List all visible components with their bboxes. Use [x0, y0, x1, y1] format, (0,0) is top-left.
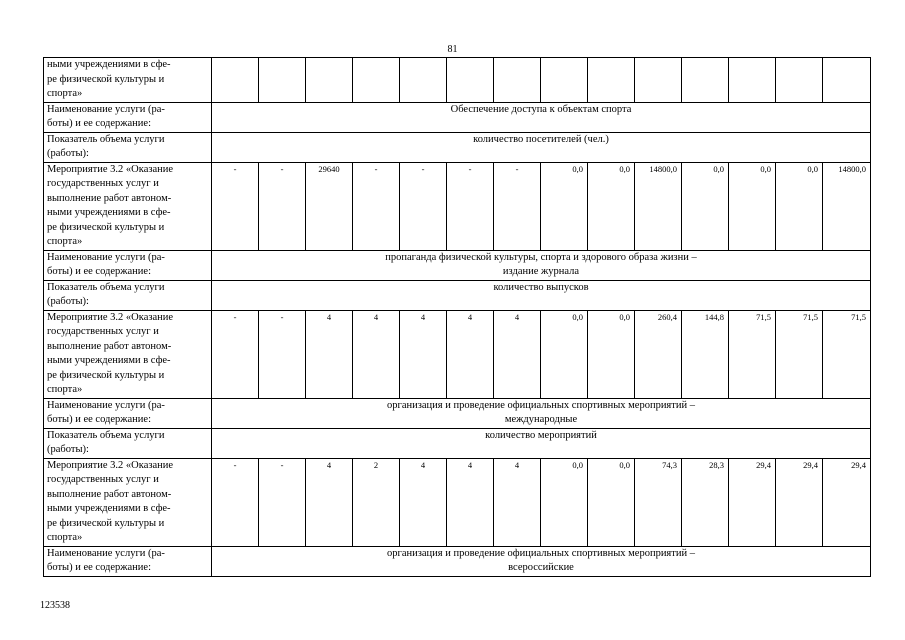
value-cell	[776, 58, 823, 103]
value-cell: 4	[447, 310, 494, 398]
value-cell: 71,5	[729, 310, 776, 398]
value-cell: 71,5	[823, 310, 871, 398]
row-label-line: выполнение работ автоном-	[47, 192, 172, 204]
row-label	[44, 102, 212, 132]
value-cell: 29640	[306, 162, 353, 250]
row-label-line: ре физической культуры и	[47, 221, 165, 233]
row-label	[44, 546, 212, 576]
value-cell: -	[259, 310, 306, 398]
row-label	[44, 428, 212, 458]
value-cell	[306, 58, 353, 103]
row-label	[44, 398, 212, 428]
service-description	[212, 250, 871, 280]
activity-row	[44, 58, 871, 103]
service-description	[212, 546, 871, 576]
value-cell: 0,0	[776, 162, 823, 250]
service-description	[212, 428, 871, 458]
service-description	[212, 102, 871, 132]
value-cell: 0,0	[588, 162, 635, 250]
row-label-line: государственных услуг и	[47, 474, 159, 485]
value-cell: 0,0	[729, 162, 776, 250]
value-cell: -	[259, 162, 306, 250]
service-description-line: количество мероприятий	[485, 429, 597, 441]
row-label-line: Наименование услуги (ра-	[47, 399, 165, 411]
row-label-line: (работы):	[47, 444, 89, 455]
value-cell	[400, 58, 447, 103]
value-cell: 14800,0	[635, 162, 682, 250]
row-label-line: Наименование услуги (ра-	[47, 103, 165, 115]
value-cell	[635, 58, 682, 103]
row-label-line: боты) и ее содержание:	[47, 118, 152, 129]
value-cell: 4	[306, 458, 353, 546]
value-cell	[212, 58, 259, 103]
value-cell: 29,4	[776, 458, 823, 546]
table-body	[44, 58, 871, 577]
value-cell: 2	[353, 458, 400, 546]
value-cell: 144,8	[682, 310, 729, 398]
row-label-line: Показатель объема услуги	[47, 281, 165, 293]
service-row	[44, 280, 871, 310]
value-cell: -	[259, 458, 306, 546]
service-description	[212, 280, 871, 310]
value-cell: 0,0	[588, 458, 635, 546]
service-description-line: организация и проведение официальных спортивных мероприятий –	[387, 399, 695, 411]
service-row	[44, 250, 871, 280]
row-label	[44, 162, 212, 250]
activity-row	[44, 310, 871, 398]
row-label-line: Мероприятие 3.2 «Оказание	[47, 311, 174, 323]
row-label-line: ными учреждениями в сфе-	[47, 59, 171, 70]
service-description-line: количество выпусков	[493, 281, 589, 293]
service-description-line: всероссийские	[508, 562, 574, 573]
value-cell	[353, 58, 400, 103]
service-description	[212, 132, 871, 162]
activity-row	[44, 458, 871, 546]
row-label-line: ными учреждениями в сфе-	[47, 207, 171, 218]
row-label-line: спорта»	[47, 384, 83, 395]
row-label-line: спорта»	[47, 88, 83, 99]
row-label	[44, 280, 212, 310]
value-cell: -	[494, 162, 541, 250]
value-cell: -	[400, 162, 447, 250]
row-label-line: ными учреждениями в сфе-	[47, 503, 171, 514]
service-row	[44, 428, 871, 458]
row-label-line: ре физической культуры и	[47, 517, 165, 529]
row-label-line: боты) и ее содержание:	[47, 266, 152, 277]
value-cell: 4	[306, 310, 353, 398]
page-number: 81	[447, 44, 458, 55]
value-cell: -	[212, 458, 259, 546]
value-cell: 0,0	[682, 162, 729, 250]
service-description-line: издание журнала	[502, 266, 580, 277]
row-label-line: спорта»	[47, 532, 83, 543]
value-cell: -	[447, 162, 494, 250]
row-label-line: Мероприятие 3.2 «Оказание	[47, 163, 174, 175]
row-label-line: Показатель объема услуги	[47, 429, 165, 441]
value-cell: 0,0	[541, 458, 588, 546]
row-label-line: Наименование услуги (ра-	[47, 251, 165, 263]
value-cell: 29,4	[823, 458, 871, 546]
value-cell: 4	[400, 310, 447, 398]
value-cell: 4	[494, 310, 541, 398]
row-label-line: государственных услуг и	[47, 326, 159, 337]
value-cell: 71,5	[776, 310, 823, 398]
row-label-line: ре физической культуры и	[47, 73, 165, 85]
row-label-line: Мероприятие 3.2 «Оказание	[47, 459, 174, 471]
service-row	[44, 132, 871, 162]
service-description-line: международные	[504, 414, 578, 425]
value-cell: 4	[447, 458, 494, 546]
row-label	[44, 58, 212, 103]
row-label-line: Показатель объема услуги	[47, 133, 165, 145]
row-label-line: Наименование услуги (ра-	[47, 547, 165, 559]
service-description-line: Обеспечение доступа к объектам спорта	[450, 103, 632, 115]
value-cell: -	[212, 162, 259, 250]
value-cell	[447, 58, 494, 103]
value-cell: 14800,0	[823, 162, 871, 250]
value-cell: 0,0	[588, 310, 635, 398]
service-description-line: пропаганда физической культуры, спорта и здорового образа жизни –	[385, 251, 697, 263]
row-label-line: боты) и ее содержание:	[47, 562, 152, 573]
row-label-line: боты) и ее содержание:	[47, 414, 152, 425]
row-label-line: (работы):	[47, 296, 89, 307]
row-label-line: выполнение работ автоном-	[47, 340, 172, 352]
row-label-line: ными учреждениями в сфе-	[47, 355, 171, 366]
value-cell: 29,4	[729, 458, 776, 546]
value-cell: 4	[400, 458, 447, 546]
value-cell: 4	[494, 458, 541, 546]
value-cell	[494, 58, 541, 103]
value-cell: 28,3	[682, 458, 729, 546]
row-label	[44, 458, 212, 546]
value-cell: -	[353, 162, 400, 250]
service-row	[44, 398, 871, 428]
row-label-line: спорта»	[47, 236, 83, 247]
value-cell	[682, 58, 729, 103]
value-cell: 4	[353, 310, 400, 398]
service-description-line: количество посетителей (чел.)	[473, 133, 609, 145]
activity-row	[44, 162, 871, 250]
row-label	[44, 250, 212, 280]
row-label	[44, 310, 212, 398]
activities-table	[43, 57, 871, 577]
value-cell	[823, 58, 871, 103]
value-cell	[588, 58, 635, 103]
value-cell: 0,0	[541, 162, 588, 250]
value-cell: 0,0	[541, 310, 588, 398]
value-cell: 74,3	[635, 458, 682, 546]
service-description	[212, 398, 871, 428]
service-row	[44, 546, 871, 576]
service-description-line: организация и проведение официальных спортивных мероприятий –	[387, 547, 695, 559]
value-cell	[259, 58, 306, 103]
document-id: 123538	[40, 600, 70, 611]
value-cell: -	[212, 310, 259, 398]
row-label-line: государственных услуг и	[47, 178, 159, 189]
value-cell: 260,4	[635, 310, 682, 398]
value-cell	[729, 58, 776, 103]
value-cell	[541, 58, 588, 103]
row-label	[44, 132, 212, 162]
row-label-line: выполнение работ автоном-	[47, 488, 172, 500]
service-row	[44, 102, 871, 132]
row-label-line: (работы):	[47, 148, 89, 159]
row-label-line: ре физической культуры и	[47, 369, 165, 381]
